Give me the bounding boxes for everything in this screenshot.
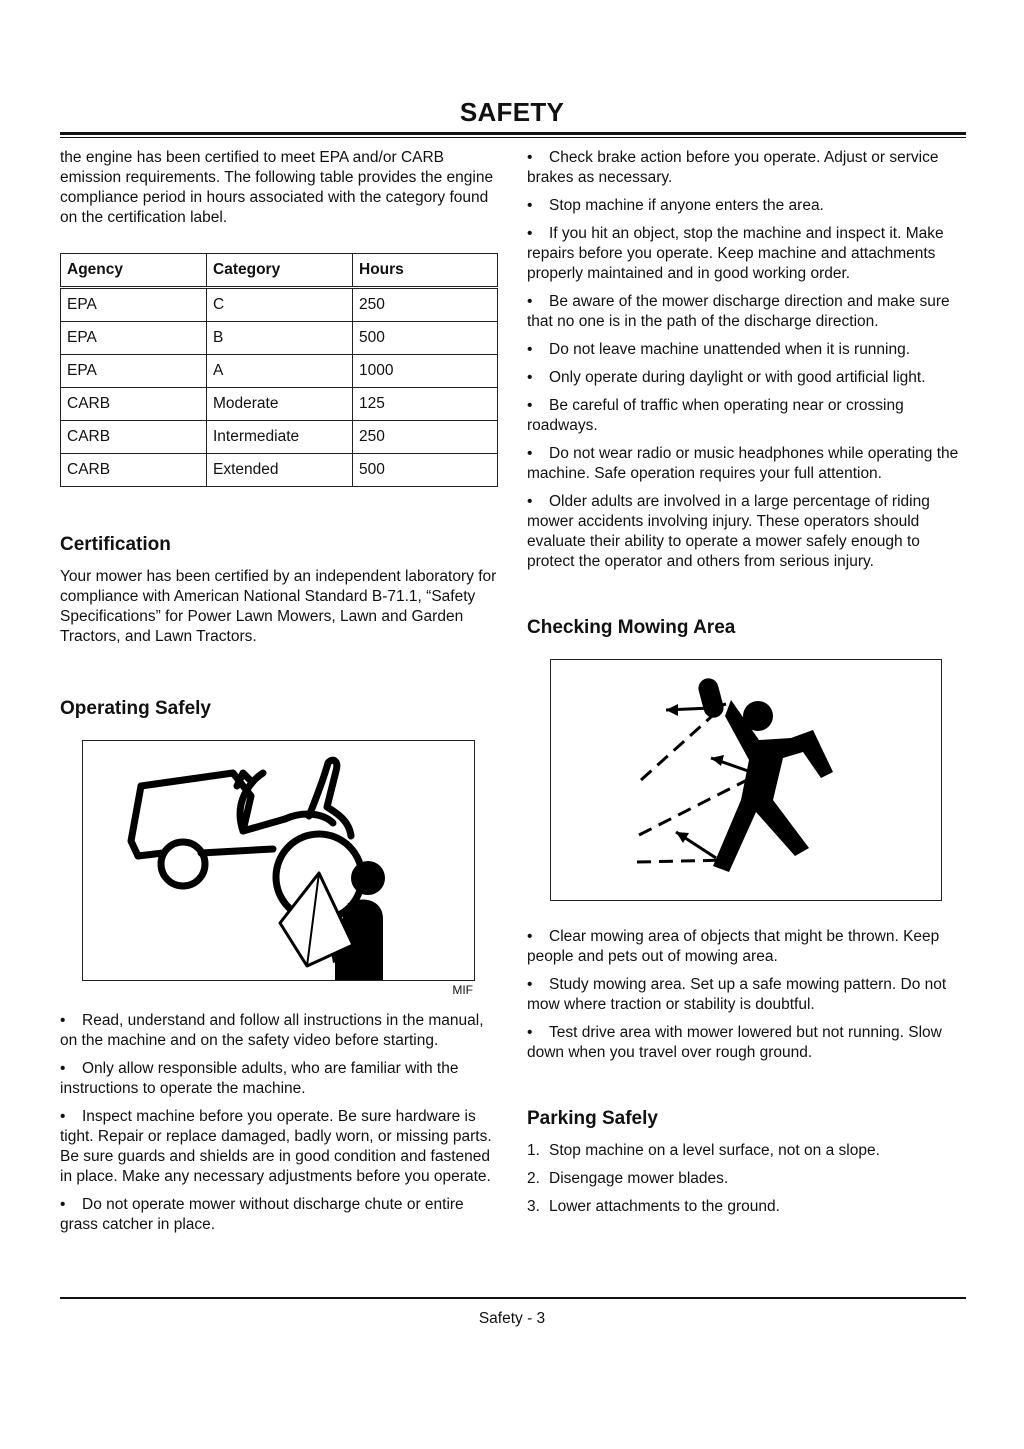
bullet-icon: •: [60, 1060, 66, 1077]
left-column: [60, 148, 500, 1243]
table-cell: CARB: [61, 421, 207, 454]
table-row: [61, 454, 498, 487]
bullet-icon: •: [527, 397, 533, 414]
bullet-icon: •: [60, 1196, 66, 1213]
bullet-icon: •: [527, 293, 533, 310]
page-title: SAFETY: [459, 97, 565, 127]
table-cell: 500: [353, 322, 498, 355]
reading-manual-illustration: [82, 740, 475, 981]
table-cell: 125: [353, 388, 498, 421]
list-item: [527, 224, 965, 284]
list-item: [527, 492, 965, 572]
list-item: [527, 927, 965, 967]
list-item-text: Study mowing area. Set up a safe mowing pattern. Do not mow where traction or stability is doubtful.: [527, 976, 947, 1013]
thrown-object-hazard-icon: [551, 660, 941, 900]
bullet-icon: •: [527, 225, 533, 242]
list-item: [527, 292, 965, 332]
bullet-icon: •: [527, 341, 533, 358]
list-item-text: Only allow responsible adults, who are familiar with the instructions to operate the machine.: [60, 1060, 459, 1097]
header-rule: [60, 132, 966, 135]
list-item-text: Stop machine on a level surface, not on a slope.: [549, 1142, 880, 1159]
page-number: Safety - 3: [478, 1310, 546, 1327]
parking-steps: [527, 1141, 965, 1217]
table-cell: EPA: [61, 288, 207, 322]
operator-reading-manual-icon: [83, 741, 474, 980]
bullet-icon: •: [527, 445, 533, 462]
bullet-icon: •: [60, 1012, 66, 1029]
table-cell: 250: [353, 421, 498, 454]
bullet-icon: •: [60, 1108, 66, 1125]
compliance-table: [60, 253, 498, 487]
table-row: [61, 322, 498, 355]
list-item: [60, 1011, 500, 1051]
step-number: 1.: [527, 1142, 540, 1159]
list-item-text: Check brake action before you operate. Adjust or service brakes as necessary.: [527, 149, 939, 186]
table-cell: B: [207, 322, 353, 355]
list-item-text: Only operate during daylight or with good artificial light.: [549, 369, 926, 386]
list-item: [527, 1197, 965, 1217]
step-number: 3.: [527, 1198, 540, 1215]
list-item: [60, 1059, 500, 1099]
list-item: [527, 1141, 965, 1161]
footer-rule: [60, 1297, 966, 1299]
table-row: [61, 421, 498, 454]
bullet-icon: •: [527, 976, 533, 993]
list-item: [527, 975, 965, 1015]
bullet-icon: •: [527, 369, 533, 386]
step-number: 2.: [527, 1170, 540, 1187]
list-item-text: Disengage mower blades.: [549, 1170, 729, 1187]
parking-safely-heading: Parking Safely: [527, 1108, 658, 1129]
table-cell: 250: [353, 288, 498, 322]
list-item-text: Older adults are involved in a large percentage of riding mower accidents involving injury. These operators should evaluate their ability to operate a mower safely enough to protect the operator and others from serious injury.: [527, 493, 930, 570]
list-item: [527, 340, 965, 360]
table-cell: EPA: [61, 322, 207, 355]
table-cell: CARB: [61, 454, 207, 487]
right-column: [527, 148, 965, 1225]
table-row: [61, 288, 498, 322]
table-cell: EPA: [61, 355, 207, 388]
certification-paragraph: Your mower has been certified by an independent laboratory for compliance with American National Standard B-71.1, “Safety Specifications” for Power Lawn Mowers, Lawn and Garden Tractors, and Lawn Tractors.: [60, 568, 497, 645]
list-item-text: Read, understand and follow all instructions in the manual, on the machine and on the safety video before starting.: [60, 1012, 484, 1049]
checking-mowing-area-heading: Checking Mowing Area: [527, 617, 736, 638]
list-item-text: Be careful of traffic when operating near or crossing roadways.: [527, 397, 904, 434]
table-cell: Extended: [207, 454, 353, 487]
checking-bullets: [527, 927, 965, 1063]
list-item: [527, 1023, 965, 1063]
table-cell: Intermediate: [207, 421, 353, 454]
bullet-icon: •: [527, 197, 533, 214]
table-cell: 500: [353, 454, 498, 487]
list-item-text: Lower attachments to the ground.: [549, 1198, 780, 1215]
list-item-text: Inspect machine before you operate. Be sure hardware is tight. Repair or replace damaged, badly worn, or missing parts. Be sure guards and shields are in good condition and fastened in place. Make any necessary adjustments before you operate.: [60, 1108, 492, 1185]
table-header-cell: Category: [207, 254, 353, 288]
intro-paragraph: the engine has been certified to meet EPA and/or CARB emission requirements. The following table provides the engine compliance period in hours associated with the category found on the certification label.: [60, 149, 494, 226]
bullet-icon: •: [527, 928, 533, 945]
operating-safely-heading: Operating Safely: [60, 698, 211, 719]
bullet-icon: •: [527, 1024, 533, 1041]
table-cell: CARB: [61, 388, 207, 421]
table-header-cell: Hours: [353, 254, 498, 288]
table-header-cell: Agency: [61, 254, 207, 288]
thrown-objects-illustration: [550, 659, 942, 901]
list-item-text: Be aware of the mower discharge direction and make sure that no one is in the path of the discharge direction.: [527, 293, 950, 330]
list-item-text: Do not wear radio or music headphones while operating the machine. Safe operation requires your full attention.: [527, 445, 959, 482]
list-item: [527, 148, 965, 188]
list-item-text: Stop machine if anyone enters the area.: [549, 197, 824, 214]
bullet-icon: •: [527, 149, 533, 166]
list-item: [527, 444, 965, 484]
list-item: [527, 196, 965, 216]
bullet-icon: •: [527, 493, 533, 510]
table-row: [61, 355, 498, 388]
figure-code-label: MIF: [452, 983, 473, 997]
general-safety-bullets: [527, 148, 965, 572]
list-item-text: If you hit an object, stop the machine and inspect it. Make repairs before you operate. Keep machine and attachments properly maintained and in good working order.: [527, 225, 944, 282]
table-cell: A: [207, 355, 353, 388]
table-row: [61, 388, 498, 421]
table-cell: 1000: [353, 355, 498, 388]
list-item: [527, 396, 965, 436]
list-item-text: Do not operate mower without discharge chute or entire grass catcher in place.: [60, 1196, 464, 1233]
certification-heading: Certification: [60, 534, 171, 555]
header-rule-thin: [60, 137, 966, 138]
table-cell: C: [207, 288, 353, 322]
table-header-row: [61, 254, 498, 288]
table-cell: Moderate: [207, 388, 353, 421]
list-item: [60, 1195, 500, 1235]
operating-bullets: [60, 1011, 500, 1235]
list-item: [60, 1107, 500, 1187]
list-item: [527, 1169, 965, 1189]
list-item-text: Test drive area with mower lowered but not running. Slow down when you travel over rough ground.: [527, 1024, 942, 1061]
list-item: [527, 368, 965, 388]
list-item-text: Do not leave machine unattended when it is running.: [549, 341, 911, 358]
list-item-text: Clear mowing area of objects that might be thrown. Keep people and pets out of mowing area.: [527, 928, 940, 965]
